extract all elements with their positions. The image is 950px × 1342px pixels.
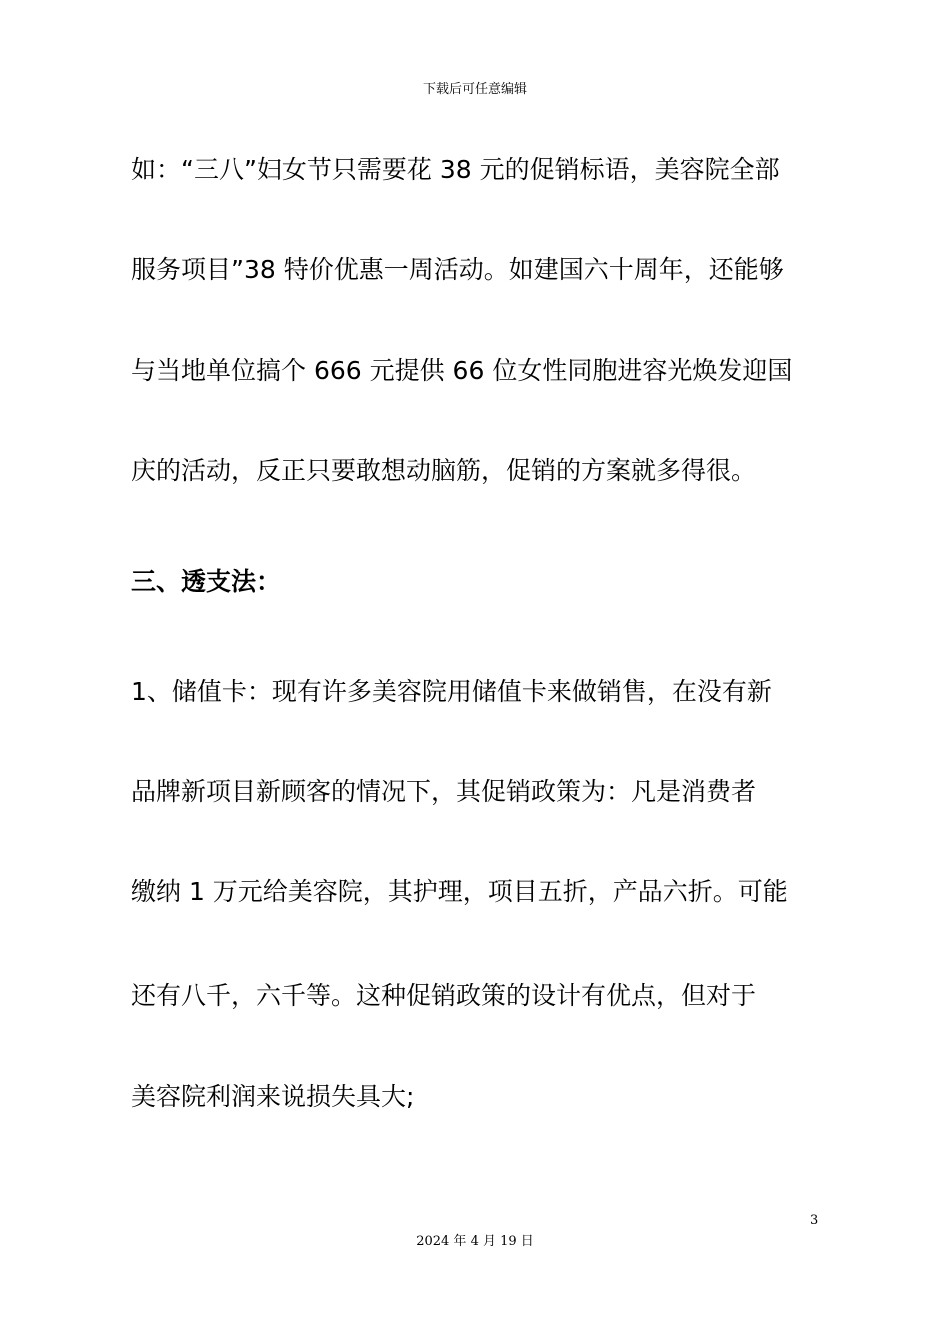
body-line: 庆的活动，反正只要敢想动脑筋，促销的方案就多得很。 (131, 456, 757, 485)
section-heading: 三、透支法： (131, 567, 282, 596)
body-line: 缴纳 1 万元给美容院，其护理，项目五折，产品六折。可能 (131, 877, 788, 906)
page-header: 下载后可任意编辑 (422, 82, 527, 97)
footer-date: 2024 年 4 月 19 日 (416, 1234, 534, 1249)
body-line: 与当地单位搞个 666 元提供 66 位女性同胞进容光焕发迎国 (131, 356, 793, 385)
body-line: 1、储值卡：现有许多美容院用储值卡来做销售，在没有新 (131, 677, 772, 706)
body-line: 美容院利润来说损失具大; (131, 1082, 415, 1111)
body-line: 还有八千，六千等。这种促销政策的设计有优点，但对于 (131, 981, 757, 1010)
body-line: 如：“三八”妇女节只需要花 38 元的促销标语，美容院全部 (131, 155, 780, 184)
body-line: 服务项目”38 特价优惠一周活动。如建国六十周年，还能够 (131, 255, 784, 284)
page-number: 3 (810, 1213, 819, 1228)
body-line: 品牌新项目新顾客的情况下，其促销政策为：凡是消费者 (131, 777, 757, 806)
